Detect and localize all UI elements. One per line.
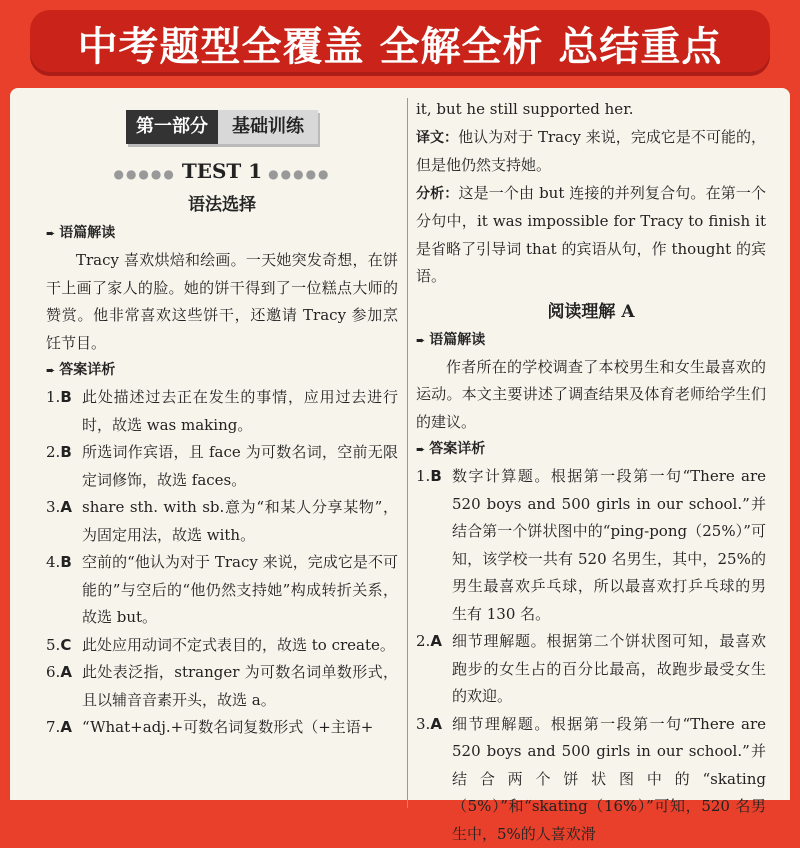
analysis: 分析：这是一个由 but 连接的并列复合句。在第一个分句中，it was impossible for Tracy to finish it 是省略了引导词 that 的宾语从句，作 thought 的宾语。 bbox=[416, 180, 766, 291]
answer-item: 7.A “What+adj.+可数名词复数形式（+主语+ bbox=[46, 714, 398, 742]
test-title: ●●●●● TEST 1 ●●●●● bbox=[46, 156, 398, 186]
passage-text: 作者所在的学校调查了本校男生和女生最喜欢的运动。本文主要讲述了调查结果及体育老师给学生们的建议。 bbox=[416, 354, 766, 437]
answer-item: 4.B 空前的“他认为对于 Tracy 来说，完成它是不可能的”与空后的“他仍然支持她”构成转折关系，故选 but。 bbox=[46, 549, 398, 632]
column-divider bbox=[407, 98, 408, 808]
arrow-icon: ➨ bbox=[46, 364, 55, 377]
part-name: 基础训练 bbox=[218, 110, 318, 144]
dots-right-icon: ●●●●● bbox=[268, 167, 330, 181]
answer-label: ➨ 答案详析 bbox=[46, 357, 398, 384]
part-header bbox=[46, 110, 398, 144]
banner-title: 中考题型全覆盖 全解全析 总结重点 bbox=[78, 15, 723, 72]
arrow-icon: ➨ bbox=[46, 227, 55, 240]
passage-text: Tracy 喜欢烘焙和绘画。一天她突发奇想，在饼干上画了家人的脸。她的饼干得到了一位糕点大师的赞赏。他非常喜欢这些饼干，还邀请 Tracy 参加烹饪节目。 bbox=[46, 247, 398, 357]
arrow-icon: ➨ bbox=[416, 334, 425, 347]
translation: 译文：他认为对于 Tracy 来说，完成它是不可能的，但是他仍然支持她。 bbox=[416, 124, 766, 180]
answer-item: 2.A 细节理解题。根据第二个饼状图可知，最喜欢跑步的女生占的百分比最高，故跑步最受女生的欢迎。 bbox=[416, 628, 766, 711]
continuation-text: it, but he still supported her. bbox=[416, 96, 766, 124]
answer-item: 3.A 细节理解题。根据第一段第一句“There are 520 boys and 500 girls in our school.”并结合两个饼状图中的“skating（5%）”和“skating（16%）”可知，520 名男生中，5%的人喜欢滑 bbox=[416, 711, 766, 848]
answer-item: 3.A share sth. with sb.意为“和某人分享某物”，为固定用法，故选 with。 bbox=[46, 494, 398, 549]
answer-item: 1.B 此处描述过去正在发生的事情，应用过去进行时，故选 was making。 bbox=[46, 384, 398, 439]
section-title-grammar: 语法选择 bbox=[46, 190, 398, 220]
section-title-reading: 阅读理解 A bbox=[416, 297, 766, 327]
answer-item: 5.C 此处应用动词不定式表目的，故选 to create。 bbox=[46, 632, 398, 660]
book-page bbox=[10, 88, 790, 800]
part-number: 第一部分 bbox=[126, 110, 218, 144]
arrow-icon: ➨ bbox=[416, 443, 425, 456]
passage-label: ➨ 语篇解读 bbox=[416, 327, 766, 354]
left-column bbox=[46, 88, 398, 742]
answer-item: 1.B 数字计算题。根据第一段第一句“There are 520 boys and 500 girls in our school.”并结合第一个饼状图中的“ping-pong（25%）”可知，该学校一共有 520 名男生，其中，25%的男生最喜欢乒乓球，所以最喜欢打乒乓球的男生有 130 名。 bbox=[416, 463, 766, 628]
dots-left-icon: ●●●●● bbox=[113, 167, 175, 181]
answer-label: ➨ 答案详析 bbox=[416, 436, 766, 463]
right-column bbox=[416, 88, 766, 848]
answer-item: 6.A 此处表泛指，stranger 为可数名词单数形式，且以辅音音素开头，故选 a。 bbox=[46, 659, 398, 714]
answer-item: 2.B 所选词作宾语，且 face 为可数名词，空前无限定词修饰，故选 faces。 bbox=[46, 439, 398, 494]
passage-label: ➨ 语篇解读 bbox=[46, 220, 398, 247]
promo-banner bbox=[30, 10, 770, 76]
